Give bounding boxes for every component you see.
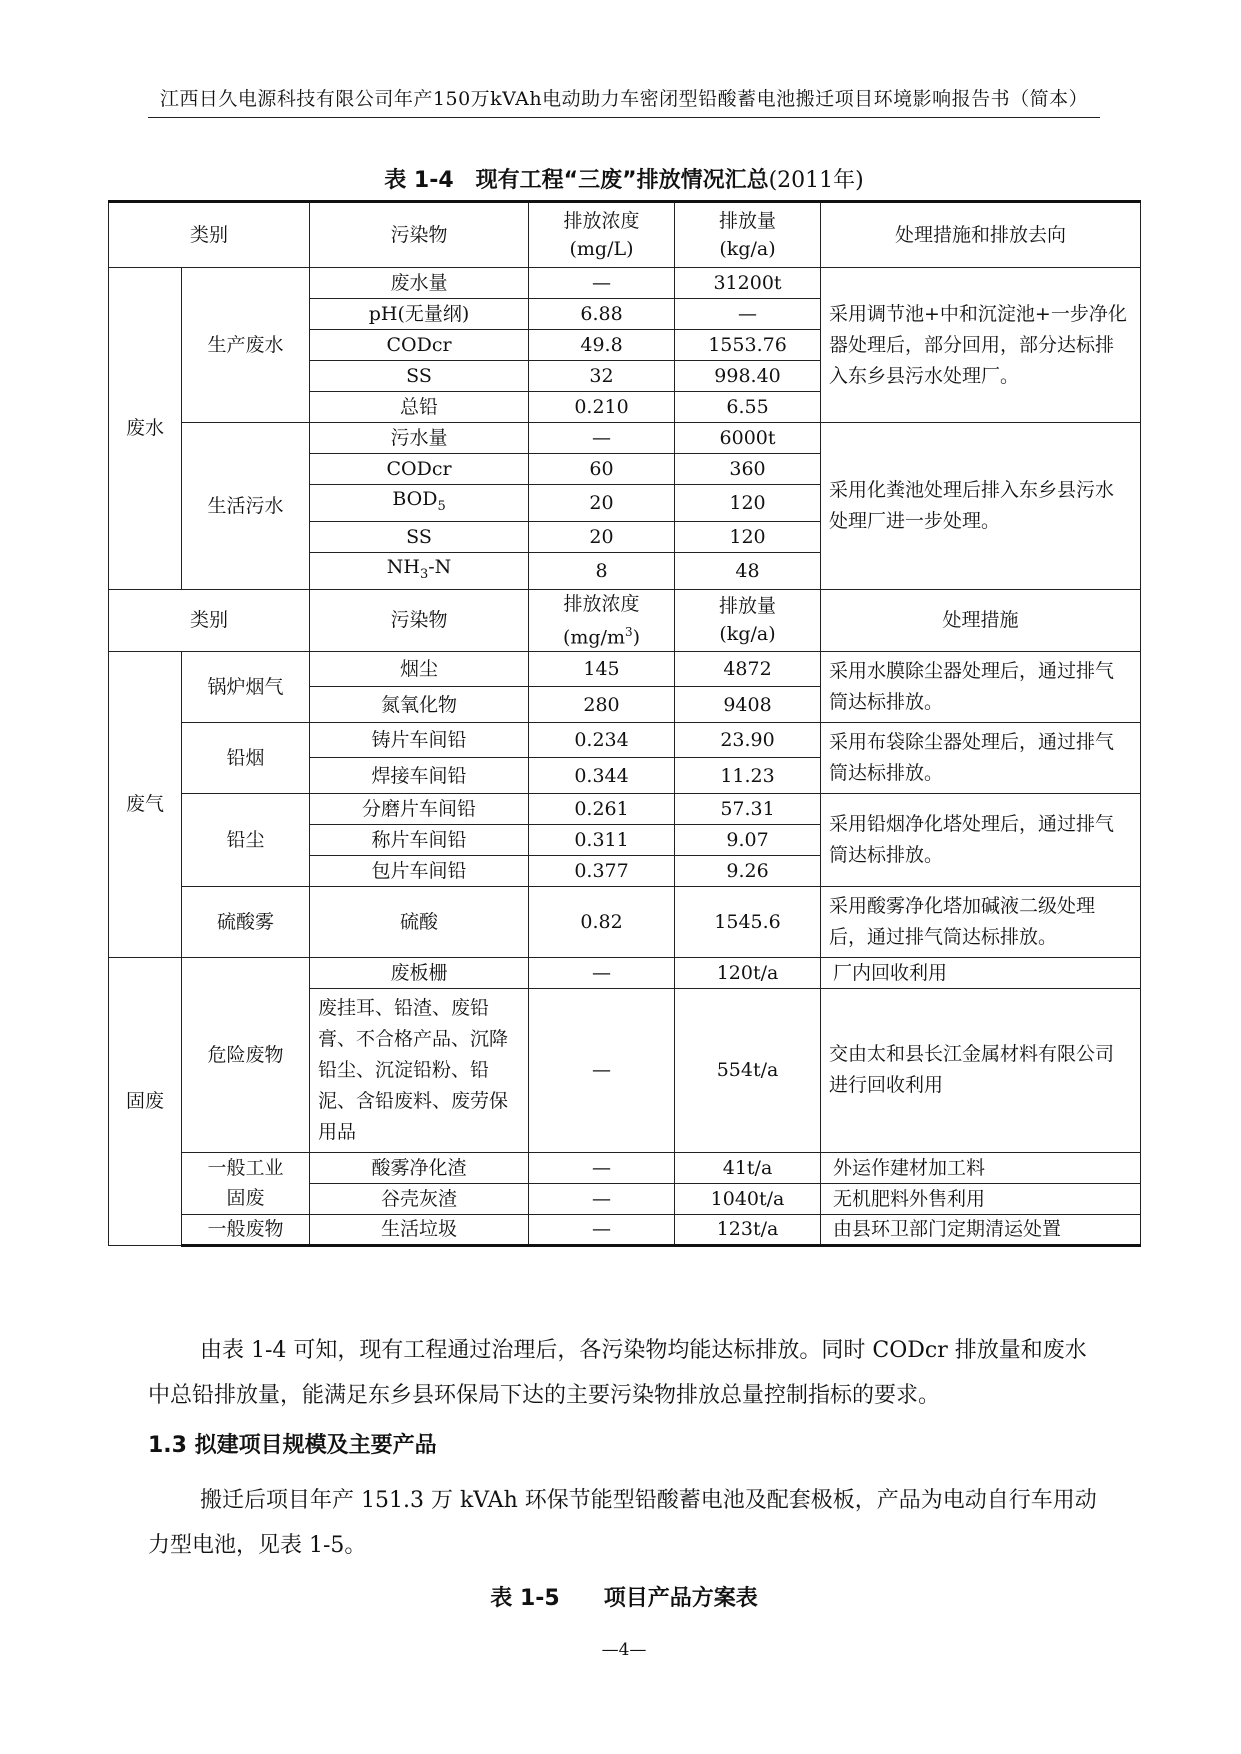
table-row	[109, 268, 1141, 299]
table-title	[108, 163, 1140, 194]
pollutant-cell: 烟尘	[310, 651, 529, 687]
pollutant-cell: $BOD_5$	[310, 485, 529, 522]
head-category: 类别	[109, 202, 310, 268]
amount-cell: 48	[675, 552, 821, 589]
amount-cell: 31200t	[675, 268, 821, 299]
pollutant-cell: 生活垃圾	[310, 1214, 529, 1245]
concentration-cell: 0.311	[529, 824, 675, 855]
concentration-cell: 8	[529, 552, 675, 589]
concentration-cell: 20	[529, 521, 675, 552]
pollutant-cell: $NH_3-N$	[310, 552, 529, 589]
amount-cell: 120t/a	[675, 957, 821, 988]
amount-cell: 9408	[675, 687, 821, 723]
pollutant-cell: 酸雾净化渣	[310, 1152, 529, 1183]
measure-cell: 采用铅烟净化塔处理后，通过排气筒达标排放。	[821, 793, 1141, 886]
measure-cell: 采用调节池+中和沉淀池+一步净化器处理后，部分回用，部分达标排入东乡县污水处理厂。	[821, 268, 1141, 423]
concentration-cell: 0.344	[529, 758, 675, 794]
amount-cell: 4872	[675, 651, 821, 687]
subcategory-lead-dust: 铅尘	[182, 793, 310, 886]
pollutant-cell: 谷壳灰渣	[310, 1183, 529, 1214]
concentration-cell: 60	[529, 454, 675, 485]
head-amount: 排放量 (kg/a)	[675, 202, 821, 268]
concentration-cell: 32	[529, 361, 675, 392]
concentration-cell: —	[529, 423, 675, 454]
pollutant-cell: 硫酸	[310, 886, 529, 957]
measure-cell: 无机肥料外售利用	[821, 1183, 1141, 1214]
head-concentration: 排放浓度 (mg/L)	[529, 202, 675, 268]
subcategory-industrial: 一般工业固废	[182, 1152, 310, 1214]
measure-cell: 厂内回收利用	[821, 957, 1141, 988]
amount-cell: 11.23	[675, 758, 821, 794]
subcategory-general: 一般废物	[182, 1214, 310, 1245]
concentration-cell: —	[529, 1214, 675, 1245]
pollutant-cell: 总铅	[310, 392, 529, 423]
paragraph-project-scale: 搬迁后项目年产 151.3 万 kVAh 环保节能型铅酸蓄电池及配套极板，产品为电动自行车用动力型电池，见表 1-5。	[148, 1488, 1097, 1558]
table-head-row	[109, 202, 1141, 268]
table2-title: 表 1-5 项目产品方案表	[490, 1586, 758, 1611]
concentration-cell: —	[529, 268, 675, 299]
pollutant-cell: pH(无量纲)	[310, 299, 529, 330]
pollutant-cell: 焊接车间铅	[310, 758, 529, 794]
measure-cell: 采用布袋除尘器处理后，通过排气筒达标排放。	[821, 722, 1141, 793]
concentration-cell: 0.377	[529, 855, 675, 886]
table-row	[109, 1152, 1141, 1183]
amount-cell: 9.26	[675, 855, 821, 886]
amount-cell: 57.31	[675, 793, 821, 824]
amount-cell: 123t/a	[675, 1214, 821, 1245]
pollutant-cell: SS	[310, 521, 529, 552]
head-pollutant: 污染物	[310, 589, 529, 651]
measure-cell: 采用化粪池处理后排入东乡县污水处理厂进一步处理。	[821, 423, 1141, 590]
pollutant-cell: 污水量	[310, 423, 529, 454]
header-rule	[148, 117, 1100, 118]
measure-cell: 交由太和县长江金属材料有限公司进行回收利用	[821, 988, 1141, 1152]
table-head-row	[109, 589, 1141, 651]
amount-cell: 9.07	[675, 824, 821, 855]
amount-cell: 554t/a	[675, 988, 821, 1152]
pollutant-cell: CODcr	[310, 454, 529, 485]
pollutant-cell: 废挂耳、铅渣、废铅膏、不合格产品、沉降铅尘、沉淀铅粉、铅泥、含铅废料、废劳保用品	[310, 988, 529, 1152]
table-row	[109, 886, 1141, 957]
category-wastewater: 废水	[109, 268, 182, 590]
concentration-cell: 280	[529, 687, 675, 723]
amount-cell: 1553.76	[675, 330, 821, 361]
concentration-cell: 49.8	[529, 330, 675, 361]
concentration-cell: 0.261	[529, 793, 675, 824]
table-row	[109, 423, 1141, 454]
paragraph-summary: 由表 1-4 可知，现有工程通过治理后，各污染物均能达标排放。同时 CODcr 排放量和废水中总铅排放量，能满足东乡县环保局下达的主要污染物排放总量控制指标的要求。	[148, 1338, 1087, 1408]
concentration-cell: —	[529, 1183, 675, 1214]
pollutant-cell: 废板栅	[310, 957, 529, 988]
subcategory-lead-fume: 铅烟	[182, 722, 310, 793]
head-concentration: 排放浓度 $(mg/m^3)$	[529, 589, 675, 651]
concentration-cell: 0.210	[529, 392, 675, 423]
concentration-cell: —	[529, 1152, 675, 1183]
pollutant-cell: 氮氧化物	[310, 687, 529, 723]
amount-cell: 360	[675, 454, 821, 485]
page-header: 江西日久电源科技有限公司年产150万kVAh电动助力车密闭型铅酸蓄电池搬迁项目环境影响报告书（简本）	[159, 88, 1089, 110]
subcategory-production: 生产废水	[182, 268, 310, 423]
subcategory-boiler: 锅炉烟气	[182, 651, 310, 722]
pollutant-cell: 称片车间铅	[310, 824, 529, 855]
measure-cell: 由县环卫部门定期清运处置	[821, 1214, 1141, 1245]
measure-cell: 外运作建材加工料	[821, 1152, 1141, 1183]
category-solid-waste: 固废	[109, 957, 182, 1245]
table-title-label: 表 1-4 现有工程“三废”排放情况汇总	[384, 168, 769, 193]
subcategory-acid-mist: 硫酸雾	[182, 886, 310, 957]
amount-cell: 6000t	[675, 423, 821, 454]
amount-cell: 6.55	[675, 392, 821, 423]
amount-cell: 1040t/a	[675, 1183, 821, 1214]
concentration-cell: 0.82	[529, 886, 675, 957]
head-pollutant: 污染物	[310, 202, 529, 268]
amount-cell: 23.90	[675, 722, 821, 758]
measure-cell: 采用酸雾净化塔加碱液二级处理后，通过排气筒达标排放。	[821, 886, 1141, 957]
amount-cell: 41t/a	[675, 1152, 821, 1183]
concentration-cell: 145	[529, 651, 675, 687]
pollutant-cell: 包片车间铅	[310, 855, 529, 886]
concentration-cell: 6.88	[529, 299, 675, 330]
emissions-table	[108, 200, 1141, 1247]
subcategory-hazardous: 危险废物	[182, 957, 310, 1152]
head-measure: 处理措施和排放去向	[821, 202, 1141, 268]
table-row	[109, 957, 1141, 988]
table-row	[109, 722, 1141, 758]
table-row	[109, 793, 1141, 824]
subcategory-domestic: 生活污水	[182, 423, 310, 590]
head-category: 类别	[109, 589, 310, 651]
pollutant-cell: CODcr	[310, 330, 529, 361]
page-number: —4—	[601, 1640, 647, 1660]
pollutant-cell: SS	[310, 361, 529, 392]
amount-cell: 120	[675, 521, 821, 552]
amount-cell: 998.40	[675, 361, 821, 392]
amount-cell: —	[675, 299, 821, 330]
table-title-year: (2011年)	[768, 168, 864, 193]
head-amount: 排放量 (kg/a)	[675, 589, 821, 651]
concentration-cell: 20	[529, 485, 675, 522]
pollutant-cell: 废水量	[310, 268, 529, 299]
section-heading: 1.3 拟建项目规模及主要产品	[148, 1433, 437, 1458]
concentration-cell: 0.234	[529, 722, 675, 758]
pollutant-cell: 分磨片车间铅	[310, 793, 529, 824]
category-exhaust: 废气	[109, 651, 182, 957]
table-row	[109, 1214, 1141, 1245]
pollutant-cell: 铸片车间铅	[310, 722, 529, 758]
concentration-cell: —	[529, 988, 675, 1152]
table-row	[109, 651, 1141, 687]
amount-cell: 1545.6	[675, 886, 821, 957]
head-measure: 处理措施	[821, 589, 1141, 651]
concentration-cell: —	[529, 957, 675, 988]
measure-cell: 采用水膜除尘器处理后，通过排气筒达标排放。	[821, 651, 1141, 722]
amount-cell: 120	[675, 485, 821, 522]
